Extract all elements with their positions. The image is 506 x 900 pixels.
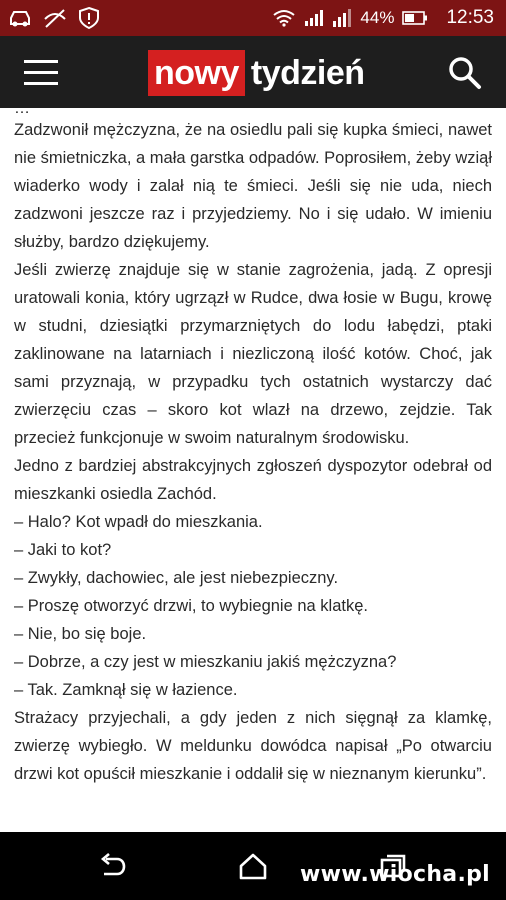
- app-header: [0, 36, 506, 108]
- search-icon[interactable]: [448, 56, 482, 90]
- logo-part-nowy: nowy: [148, 50, 245, 96]
- wifi-icon: [272, 9, 296, 27]
- back-arrow-icon[interactable]: [96, 850, 128, 882]
- signal-icon: [332, 9, 352, 27]
- dialogue-line: – Zwykły, dachowiec, ale jest niebezpieczny.: [14, 569, 339, 587]
- cut-off-line: [14, 100, 492, 117]
- status-bar-left: [8, 5, 100, 31]
- hamburger-menu-icon[interactable]: [24, 60, 58, 86]
- status-bar: [0, 0, 506, 36]
- dialogue-line: – Nie, bo się boje.: [14, 625, 147, 643]
- status-time: 12:53: [446, 7, 494, 28]
- signal-icon: [304, 10, 324, 26]
- dialogue-line: – Proszę otworzyć drzwi, to wybiegnie na klatkę.: [14, 597, 368, 615]
- battery-icon: [402, 11, 428, 25]
- site-logo[interactable]: [148, 50, 369, 96]
- dialogue-line: – Dobrze, a czy jest w mieszkaniu jakiś mężczyzna?: [14, 653, 397, 671]
- logo-part-tydzien: tydzień: [250, 54, 365, 92]
- battery-percent: 44%: [360, 8, 395, 27]
- status-bar-right: [272, 0, 494, 36]
- dialogue-line: – Halo? Kot wpadł do mieszkania.: [14, 513, 263, 531]
- watermark: www.wiocha.pl: [300, 862, 490, 887]
- article-paragraph: Zadzwonił mężczyzna, że na osiedlu pali się kupka śmieci, nawet nie śmietniczka, a mała garstka odpadów. Poprosiłem, żeby wziął wiaderko wody i zalał nią te śmieci. Jeśli się nie uda, niech zadzwoni jeszcze raz i przyjedziemy. No i się udało. W imieniu służby, bardzo dziękujemy.: [14, 121, 492, 251]
- article-content: [14, 100, 492, 830]
- article-paragraph-closing: Strażacy przyjechali, a gdy jeden z nich sięgnął za klamkę, zwierzę wybiegło. W meldunku dowódca napisał „Po otwarciu drzwi kot opuścił mieszkanie i oddalił się w nieznanym kierunku”.: [14, 709, 492, 783]
- cut-off-line-text: …: [14, 100, 30, 117]
- home-icon[interactable]: [237, 850, 269, 882]
- navigation-bar: [0, 832, 506, 900]
- no-data-icon: [42, 7, 68, 29]
- article-paragraph: Jedno z bardziej abstrakcyjnych zgłoszeń dyspozytor odebrał od mieszkanki osiedla Zachód.: [14, 457, 492, 503]
- dialogue-line: – Tak. Zamknął się w łazience.: [14, 681, 238, 699]
- dialogue-line: – Jaki to kot?: [14, 541, 112, 559]
- car-icon: [8, 8, 32, 28]
- shield-alert-icon: [78, 6, 100, 30]
- article-paragraph: Jeśli zwierzę znajduje się w stanie zagrożenia, jadą. Z opresji uratowali konia, który ugrzązł w Rudce, dwa łosie w Bugu, krowę w studni, dziesiątki przymarzniętych do lodu łabędzi, ptaki zaklinowane na latarniach i niezliczoną ilość kotów. Choć, jak sami przyznają, w przypadku tych ostatnich wystarczy dać zwierzęciu czas – skoro kot wlazł na drzewo, zejdzie. Tak przecież funkcjonuje w swoim naturalnym środowisku.: [14, 261, 492, 447]
